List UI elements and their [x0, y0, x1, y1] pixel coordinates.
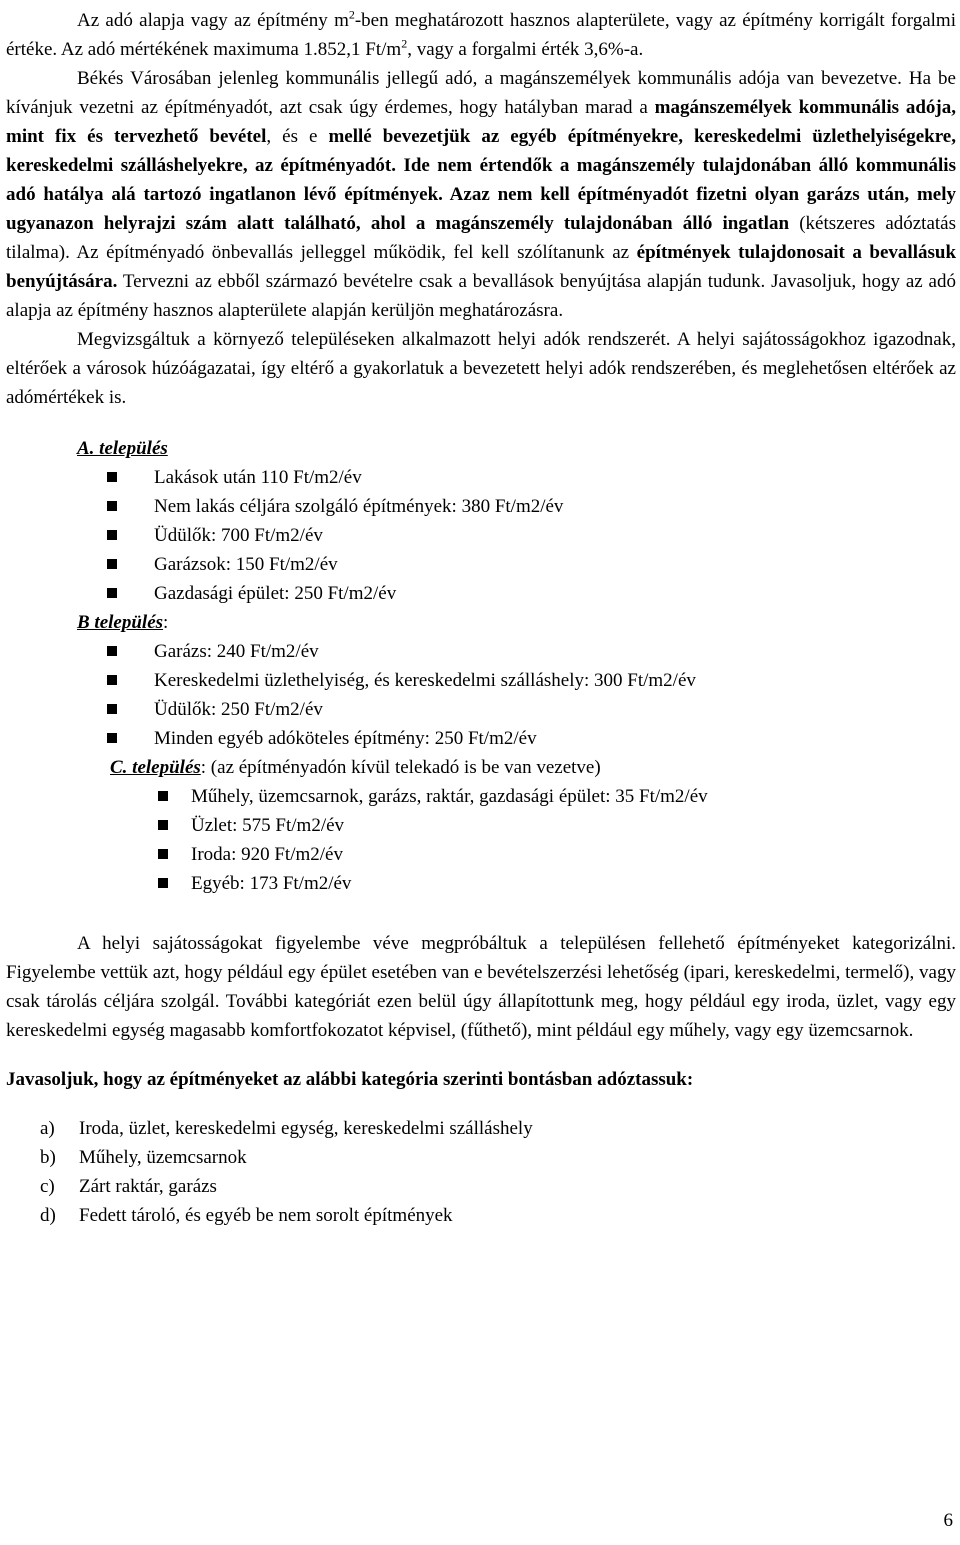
section-suffix: : (az építményadón kívül telekadó is be van vezetve) — [200, 757, 601, 778]
item-text: Műhely, üzemcsarnok — [79, 1147, 247, 1168]
section-title: C. település — [110, 757, 201, 778]
list-item — [6, 666, 956, 695]
section-c-list — [6, 782, 956, 898]
section-b-list — [6, 637, 956, 753]
section-title: B település — [77, 612, 164, 633]
list-item — [6, 637, 956, 666]
section-title: A. település — [77, 438, 168, 459]
square-bullet-icon — [107, 501, 117, 511]
square-bullet-icon — [107, 472, 117, 482]
category-item — [6, 1114, 956, 1143]
square-bullet-icon — [107, 733, 117, 743]
list-item — [6, 782, 956, 811]
list-item — [6, 811, 956, 840]
list-item-text: Nem lakás céljára szolgáló építmények: 380 Ft/m2/év — [154, 496, 564, 517]
section-suffix: : — [163, 612, 169, 633]
list-item — [6, 724, 956, 753]
section-a-heading — [77, 434, 956, 463]
list-item — [6, 579, 956, 608]
square-bullet-icon — [107, 675, 117, 685]
text-run: (kétszeres adóztatás tilalma). Az építményadó önbevallás jelleggel működik, fel kell szólítanunk az — [6, 213, 956, 263]
list-item-text: Gazdasági épület: 250 Ft/m2/év — [154, 583, 397, 604]
category-list — [6, 1114, 956, 1230]
list-item-text: Kereskedelmi üzlethelyiség, és kereskedelmi szálláshely: 300 Ft/m2/év — [154, 670, 696, 691]
document-page — [6, 6, 956, 1230]
page-number: 6 — [943, 1510, 953, 1531]
text-run: Az adó alapja vagy az építmény m — [77, 10, 349, 31]
category-item — [6, 1143, 956, 1172]
list-item — [6, 869, 956, 898]
item-text: Fedett tároló, és egyéb be nem sorolt építmények — [79, 1205, 453, 1226]
bold-run: Javasoljuk, hogy az építményeket az alábbi kategória szerinti bontásban adóztassuk: — [6, 1069, 694, 1090]
section-b-heading — [77, 608, 956, 637]
list-item-text: Garázsok: 150 Ft/m2/év — [154, 554, 338, 575]
list-item — [6, 463, 956, 492]
square-bullet-icon — [158, 849, 168, 859]
list-item-text: Egyéb: 173 Ft/m2/év — [191, 873, 352, 894]
section-c-heading — [110, 753, 956, 782]
square-bullet-icon — [107, 646, 117, 656]
list-item-text: Iroda: 920 Ft/m2/év — [191, 844, 343, 865]
bold-run: mellé bevezetjük az egyéb építményekre, kereskedelmi üzlethelyiségekre, kereskedelmi szálláshelyekre, az építményadót. Ide nem értendők a magánszemély tulajdonában álló kommunális adó hatálya alá tartozó ingatlanon lévő építmények. Azaz nem kell építményadót fizetni olyan garázs után, mely ugyanazon helyrajzi szám alatt található, ahol a magánszemély tulajdonában álló ingatlan — [6, 126, 956, 234]
superscript: 2 — [401, 36, 408, 51]
list-item-text: Lakások után 110 Ft/m2/év — [154, 467, 362, 488]
text-run: , vagy a forgalmi érték 3,6%-a. — [407, 39, 644, 60]
item-marker: c) — [40, 1176, 55, 1197]
square-bullet-icon — [107, 588, 117, 598]
square-bullet-icon — [107, 530, 117, 540]
square-bullet-icon — [107, 559, 117, 569]
paragraph-survey: Megvizsgáltuk a környező településeken alkalmazott helyi adók rendszerét. A helyi sajátosságokhoz igazodnak, eltérőek a városok húzóágazatai, így eltérő a gyakorlatuk a bevezetett helyi adók rendszerében, és meglehetősen eltérőek az adómértékek is. — [6, 329, 956, 408]
superscript: 2 — [348, 7, 355, 22]
list-item-text: Műhely, üzemcsarnok, garázs, raktár, gazdasági épület: 35 Ft/m2/év — [191, 786, 708, 807]
square-bullet-icon — [158, 820, 168, 830]
square-bullet-icon — [158, 791, 168, 801]
item-marker: b) — [40, 1147, 56, 1168]
list-item-text: Üdülők: 250 Ft/m2/év — [154, 699, 323, 720]
category-item — [6, 1201, 956, 1230]
list-item-text: Üzlet: 575 Ft/m2/év — [191, 815, 345, 836]
item-text: Zárt raktár, garázs — [79, 1176, 217, 1197]
list-item — [6, 840, 956, 869]
proposal-heading — [6, 1065, 956, 1094]
bold-run: magánszemélyek kommunális adója, mint fix és tervezhető bevétel — [6, 97, 956, 147]
section-a-list — [6, 463, 956, 608]
square-bullet-icon — [107, 704, 117, 714]
list-item — [6, 492, 956, 521]
text-run: -ben meghatározott hasznos alapterülete, vagy az építmény korrigált forgalmi értéke. Az adó mértékének maximuma 1.852,1 Ft/m — [6, 10, 956, 60]
list-item — [6, 695, 956, 724]
text-run: , és e — [266, 126, 329, 147]
item-text: Iroda, üzlet, kereskedelmi egység, kereskedelmi szálláshely — [79, 1118, 533, 1139]
text-run: Békés Városában jelenleg kommunális jellegű adó, a magánszemélyek kommunális adója van bevezetve. Ha be kívánjuk vezetni az építményadót, azt csak úgy érdemes, hogy hatályban marad a — [6, 68, 956, 118]
list-item-text: Garázs: 240 Ft/m2/év — [154, 641, 319, 662]
paragraph-tax-base — [6, 6, 956, 64]
bold-run: építmények tulajdonosait a bevallásuk benyújtására. — [6, 242, 957, 292]
item-marker: a) — [40, 1118, 55, 1139]
list-item — [6, 550, 956, 579]
paragraph-current-tax — [6, 64, 956, 325]
list-item — [6, 521, 956, 550]
square-bullet-icon — [158, 878, 168, 888]
item-marker: d) — [40, 1205, 56, 1226]
list-item-text: Üdülők: 700 Ft/m2/év — [154, 525, 323, 546]
category-item — [6, 1172, 956, 1201]
list-item-text: Minden egyéb adóköteles építmény: 250 Ft/m2/év — [154, 728, 537, 749]
paragraph-categorization: A helyi sajátosságokat figyelembe véve megpróbáltuk a településen fellehető építményeket kategorizálni. Figyelembe vettük azt, hogy például egy épület esetében van e bevételszerzési lehetőség (ipari, kereskedelmi, termelő), vagy csak tárolás céljára szolgál. További kategóriát ezen belül úgy állapítottunk meg, hogy például egy iroda, üzlet, vagy egy kereskedelmi egység magasabb komfortfokozatot képvisel, (fűthető), mint például egy műhely, vagy egy üzemcsarnok. — [6, 933, 956, 1041]
text-run: Tervezni az ebből származó bevételre csak a bevallások benyújtása alapján tudunk. Javasoljuk, hogy az adó alapja az építmény hasznos alapterülete alapján kerüljön meghatározásra. — [6, 271, 956, 321]
